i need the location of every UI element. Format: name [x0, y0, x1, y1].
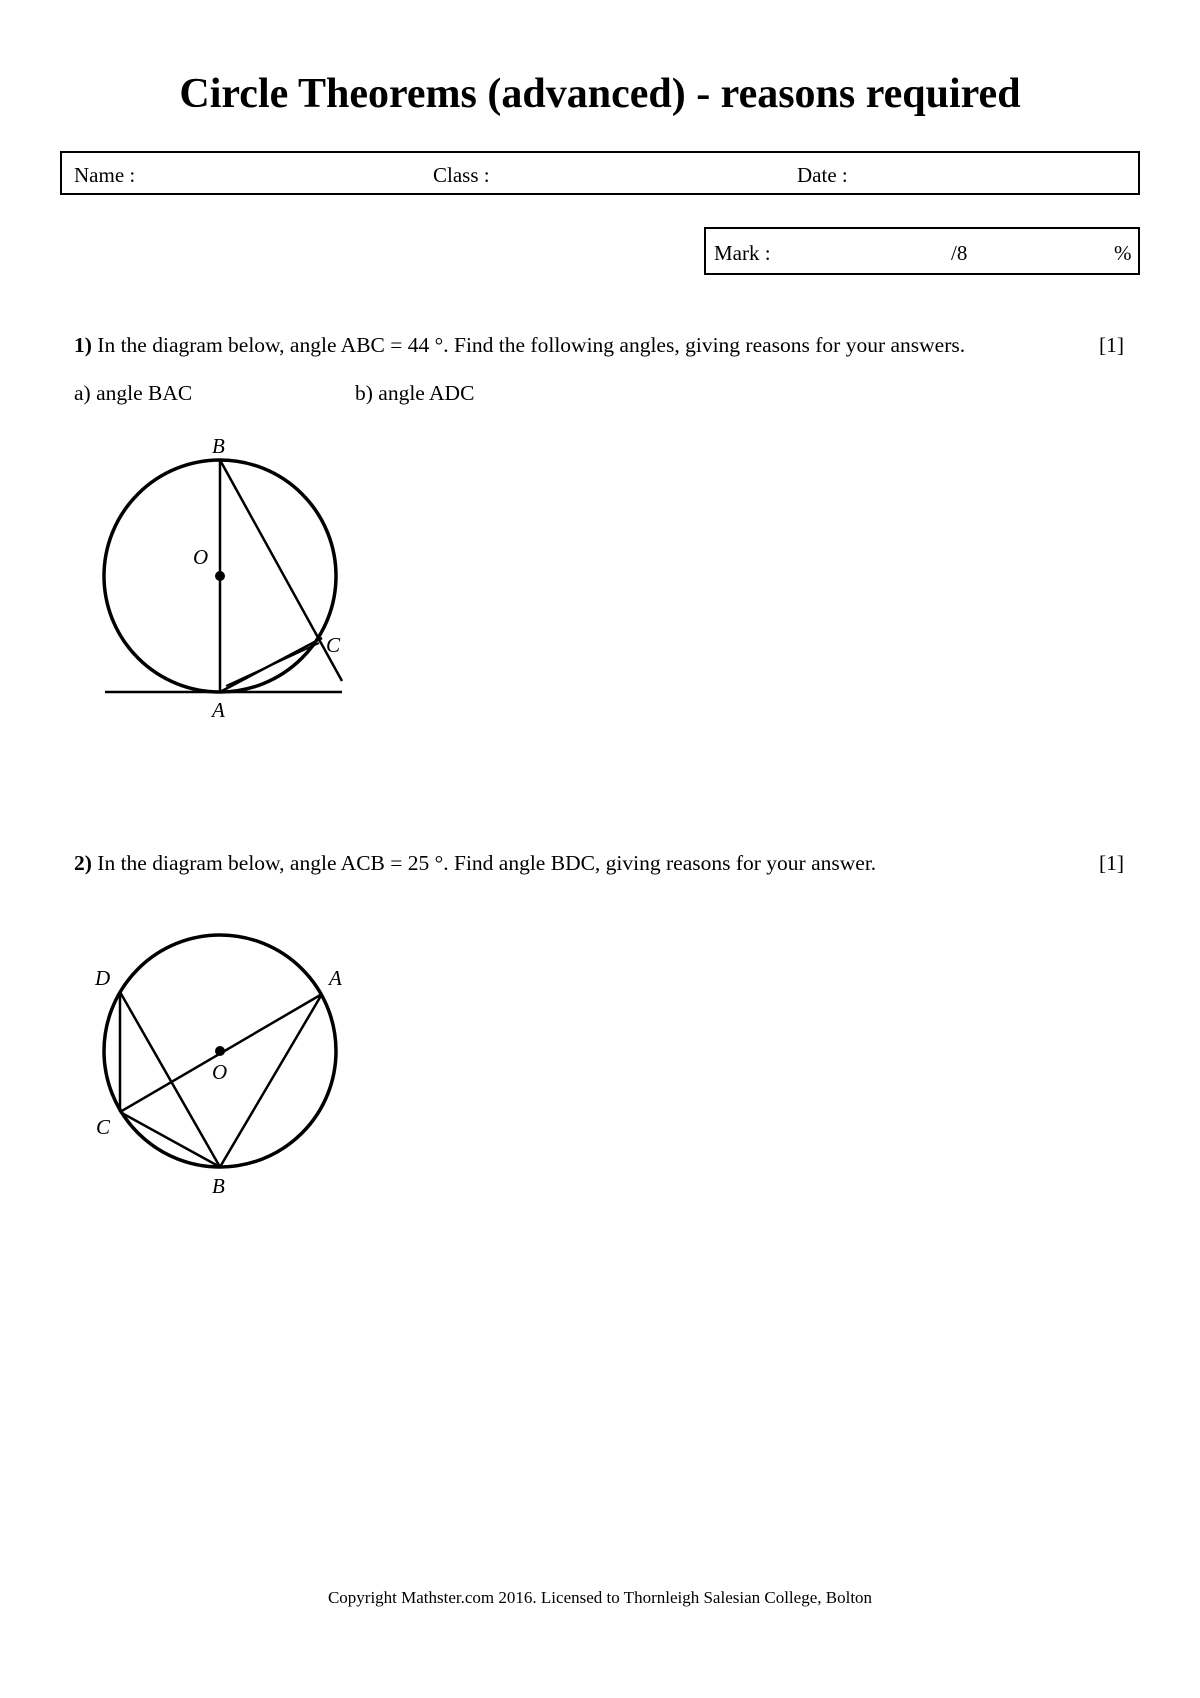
q1-label-c: C [326, 633, 341, 657]
mark-box [704, 227, 1140, 275]
question-1-part-a: a) angle BAC [74, 381, 193, 405]
q1-label-o: O [193, 545, 209, 569]
q2-label-b: B [212, 1174, 225, 1198]
q2-label-c: C [96, 1115, 111, 1139]
q2-label-d: D [95, 966, 111, 990]
question-1-diagram [90, 425, 360, 735]
class-label: Class : [433, 163, 490, 187]
q1-centre-dot [215, 571, 225, 581]
mark-percent: % [1114, 241, 1132, 265]
q2-chord-ab [220, 994, 322, 1167]
q2-label-o: O [212, 1060, 228, 1084]
q1-label-a: A [212, 698, 225, 722]
q2-centre-dot [215, 1046, 225, 1056]
q1-line-bc [220, 460, 342, 681]
question-2-prompt: In the diagram below, angle ACB = 25 °. Find angle BDC, giving reasons for your answer. [97, 851, 877, 875]
question-1-prompt: In the diagram below, angle ABC = 44 °. Find the following angles, giving reasons for your answers. [97, 333, 966, 357]
question-1-marks: [1] [1099, 333, 1125, 357]
mark-total: /8 [951, 241, 968, 265]
q1-label-b: B [212, 434, 225, 458]
name-label: Name : [74, 163, 136, 187]
q2-label-a: A [329, 966, 342, 990]
question-2-text [74, 851, 876, 876]
mark-label: Mark : [714, 241, 771, 265]
question-2-marks: [1] [1099, 851, 1125, 875]
question-2-number: 2) [74, 851, 92, 875]
question-1-number: 1) [74, 333, 92, 357]
question-1-text [74, 333, 965, 358]
copyright-footer: Copyright Mathster.com 2016. Licensed to Thornleigh Salesian College, Bolton [327, 1588, 873, 1607]
page-title: Circle Theorems (advanced) - reasons required [179, 71, 1021, 117]
question-2-diagram [90, 930, 360, 1200]
student-info-box [60, 151, 1140, 195]
question-1-part-b: b) angle ADC [355, 381, 475, 405]
date-label: Date : [797, 163, 848, 187]
